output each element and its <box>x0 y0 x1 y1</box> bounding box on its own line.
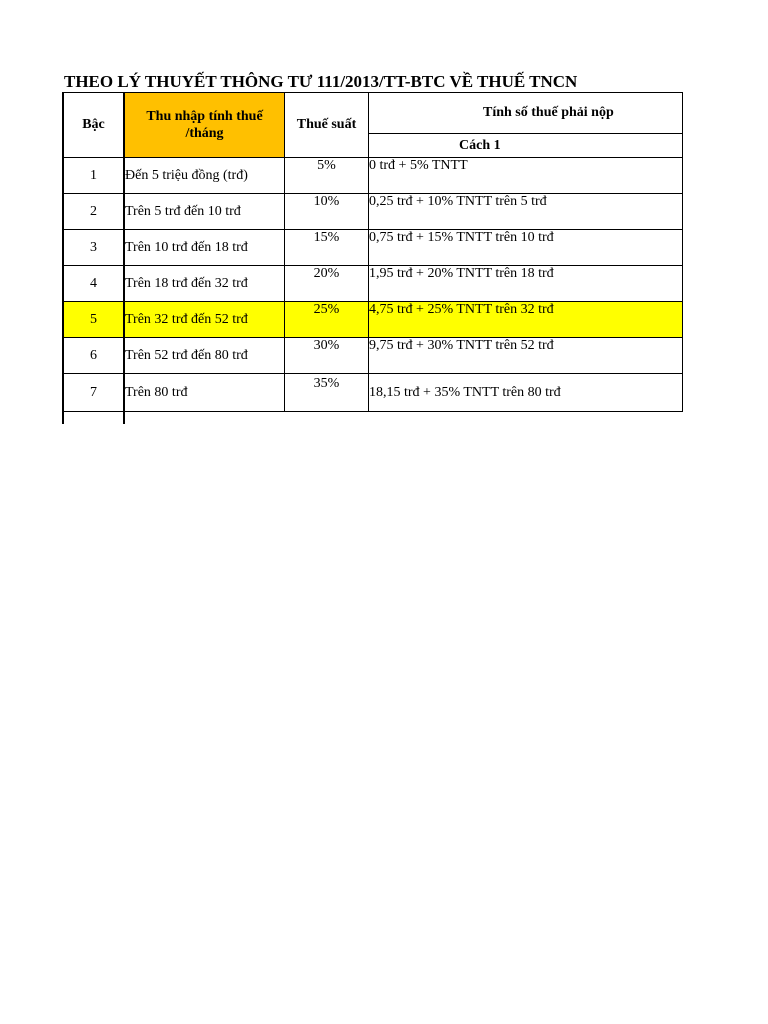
header-cach-1: Cách 1 <box>369 134 683 158</box>
cell-bac: 7 <box>63 374 125 412</box>
cell-thue-suat: 10% <box>285 194 369 230</box>
table-row <box>63 230 683 266</box>
table-row <box>63 266 683 302</box>
header-thu-nhap-line2: /tháng <box>185 126 224 141</box>
header-thu-nhap <box>125 93 285 158</box>
cell-thu-nhap: Trên 18 trđ đến 32 trđ <box>125 266 285 302</box>
cell-thue-suat: 20% <box>285 266 369 302</box>
table-row <box>63 338 683 374</box>
table-left-border <box>62 92 64 424</box>
header-tinh-so-thue: Tính số thuế phải nộp <box>369 93 683 134</box>
cell-thue-suat: 25% <box>285 302 369 338</box>
tax-rate-table <box>62 92 683 412</box>
header-bac: Bậc <box>63 93 125 158</box>
cell-thu-nhap: Trên 52 trđ đến 80 trđ <box>125 338 285 374</box>
cell-thu-nhap: Trên 5 trđ đến 10 trđ <box>125 194 285 230</box>
cell-bac: 1 <box>63 158 125 194</box>
cell-thu-nhap: Trên 10 trđ đến 18 trđ <box>125 230 285 266</box>
cell-cach-1: 18,15 trđ + 35% TNTT trên 80 trđ <box>369 374 683 412</box>
cell-cach-1: 4,75 trđ + 25% TNTT trên 32 trđ <box>369 302 683 338</box>
table-row <box>63 158 683 194</box>
cell-thu-nhap: Trên 80 trđ <box>125 374 285 412</box>
cell-bac: 4 <box>63 266 125 302</box>
page-title: THEO LÝ THUYẾT THÔNG TƯ 111/2013/TT-BTC VỀ THUẾ TNCN <box>64 72 578 91</box>
cell-cach-1: 1,95 trđ + 20% TNTT trên 18 trđ <box>369 266 683 302</box>
cell-thue-suat: 35% <box>285 374 369 412</box>
cell-bac: 3 <box>63 230 125 266</box>
cell-cach-1: 0,75 trđ + 15% TNTT trên 10 trđ <box>369 230 683 266</box>
table-row <box>63 374 683 412</box>
cell-cach-1: 9,75 trđ + 30% TNTT trên 52 trđ <box>369 338 683 374</box>
cell-cach-1: 0,25 trđ + 10% TNTT trên 5 trđ <box>369 194 683 230</box>
cell-thu-nhap: Trên 32 trđ đến 52 trđ <box>125 302 285 338</box>
spreadsheet-area <box>62 92 614 424</box>
header-thue-suat: Thuế suất <box>285 93 369 158</box>
cell-bac: 5 <box>63 302 125 338</box>
table-row-highlighted <box>63 302 683 338</box>
cell-thu-nhap: Đến 5 triệu đồng (trđ) <box>125 158 285 194</box>
cell-thue-suat: 30% <box>285 338 369 374</box>
cell-thue-suat: 5% <box>285 158 369 194</box>
table-row <box>63 194 683 230</box>
cell-cach-1: 0 trđ + 5% TNTT <box>369 158 683 194</box>
column-separator <box>123 92 125 424</box>
cell-thue-suat: 15% <box>285 230 369 266</box>
cell-bac: 2 <box>63 194 125 230</box>
header-thu-nhap-line1: Thu nhập tính thuế <box>146 109 263 124</box>
cell-bac: 6 <box>63 338 125 374</box>
